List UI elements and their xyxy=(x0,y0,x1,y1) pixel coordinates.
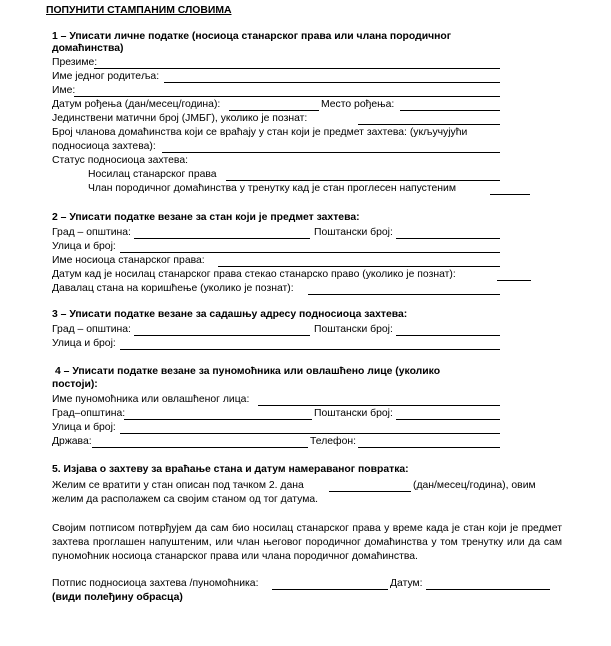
return-date-field[interactable] xyxy=(329,491,411,492)
proxy-city-field[interactable] xyxy=(124,419,312,420)
signature-field[interactable] xyxy=(272,589,388,590)
birth-date-field[interactable] xyxy=(229,110,319,111)
section1-heading: 1 – Уписати личне податке (носиоца станарског права или члана породичног xyxy=(52,31,452,42)
status-holder-field[interactable] xyxy=(226,180,500,181)
apt-city-field[interactable] xyxy=(134,238,310,239)
see-reverse-note: (види полеђину обрасца) xyxy=(52,592,183,603)
applicant-status-label: Статус подносиоца захтева: xyxy=(52,155,188,166)
proxy-phone-field[interactable] xyxy=(358,447,500,448)
proxy-name-field[interactable] xyxy=(258,405,500,406)
section4-heading-cont: постоји): xyxy=(52,379,98,390)
surname-field[interactable] xyxy=(94,68,500,69)
jmbg-label: Јединствени матични број (ЈМБГ), уколико је познат: xyxy=(52,113,308,124)
surname-label: Презиме: xyxy=(52,57,98,68)
birth-place-field[interactable] xyxy=(400,110,500,111)
household-count-label-cont: подносиоца захтева): xyxy=(52,141,156,152)
birth-date-label: Датум рођења (дан/месец/година): xyxy=(52,99,221,110)
parent-name-label: Име једног родитеља: xyxy=(52,71,160,82)
apt-city-label: Град – општина: xyxy=(52,227,131,238)
household-count-label: Број чланова домаћинства који се враћају у стан који је предмет захтева: (укључујући xyxy=(52,127,468,138)
status-member-field[interactable] xyxy=(490,194,530,195)
proxy-postal-label: Поштански број: xyxy=(314,408,393,419)
acquired-date-field[interactable] xyxy=(497,280,531,281)
apt-street-label: Улица и број: xyxy=(52,241,116,252)
apt-giver-field[interactable] xyxy=(308,294,500,295)
section2-heading: 2 – Уписати податке везане за стан који је предмет захтева: xyxy=(52,212,360,223)
proxy-country-field[interactable] xyxy=(92,447,308,448)
jmbg-field[interactable] xyxy=(358,124,500,125)
holder-name-field[interactable] xyxy=(218,266,500,267)
section4-heading: 4 – Уписати податке везане за пуномоћника или овлашћено лице (уколико xyxy=(55,366,441,377)
proxy-postal-field[interactable] xyxy=(396,419,500,420)
household-count-field[interactable] xyxy=(162,152,500,153)
parent-name-field[interactable] xyxy=(164,82,500,83)
proxy-street-field[interactable] xyxy=(120,433,500,434)
first-name-label: Име: xyxy=(52,85,76,96)
birth-place-label: Место рођења: xyxy=(321,99,395,110)
apt-giver-label: Давалац стана на коришћење (уколико је познат): xyxy=(52,283,294,294)
cur-city-label: Град – општина: xyxy=(52,324,131,335)
apt-postal-label: Поштански број: xyxy=(314,227,393,238)
return-date-format: (дан/месец/година), овим xyxy=(413,480,536,491)
proxy-name-label: Име пуномоћника или овлашћеног лица: xyxy=(52,394,250,405)
status-holder-option: Носилац станарског права xyxy=(88,169,217,180)
return-statement-cont: желим да располажем са својим станом од тог датума. xyxy=(52,494,319,505)
signature-label: Потпис подносиоца захтева /пуномоћника: xyxy=(52,578,259,589)
section5-heading: 5. Изјава о захтеву за враћање стана и датум намераваног повратка: xyxy=(52,464,409,475)
section3-heading: 3 – Уписати податке везане за садашњу адресу подносиоца захтева: xyxy=(52,309,408,320)
holder-name-label: Име носиоца станарског права: xyxy=(52,255,205,266)
form-instruction: ПОПУНИТИ СТАМПАНИМ СЛОВИМА xyxy=(46,5,232,16)
acquired-date-label: Датум кад је носилац станарског права стекао станарско право (уколико је познат): xyxy=(52,269,456,280)
apt-postal-field[interactable] xyxy=(396,238,500,239)
cur-city-field[interactable] xyxy=(134,335,310,336)
declaration-paragraph: Својим потписом потврђујем да сам био носилац станарског права у време када је стан који је предмет захтева проглашен напуштеним, или члан његовог породичног домаћинства у том тренутку или да сам пуномоћник носиоца станарског права или члана породичног домаћинства. xyxy=(52,523,562,562)
cur-street-field[interactable] xyxy=(120,349,500,350)
status-member-option: Члан породичног домаћинства у тренутку кад је стан проглесен напустеним xyxy=(88,183,456,194)
apt-street-field[interactable] xyxy=(120,252,500,253)
section1-heading-cont: домаћинства) xyxy=(52,43,124,54)
proxy-street-label: Улица и број: xyxy=(52,422,116,433)
cur-postal-label: Поштански број: xyxy=(314,324,393,335)
proxy-city-label: Град–општина: xyxy=(52,408,126,419)
first-name-field[interactable] xyxy=(74,96,500,97)
sign-date-field[interactable] xyxy=(426,589,550,590)
proxy-phone-label: Телефон: xyxy=(310,436,356,447)
sign-date-label: Датум: xyxy=(390,578,423,589)
proxy-country-label: Држава: xyxy=(52,436,92,447)
cur-postal-field[interactable] xyxy=(396,335,500,336)
cur-street-label: Улица и број: xyxy=(52,338,116,349)
return-date-label: Желим се вратити у стан описан под тачком 2. дана xyxy=(52,480,304,491)
